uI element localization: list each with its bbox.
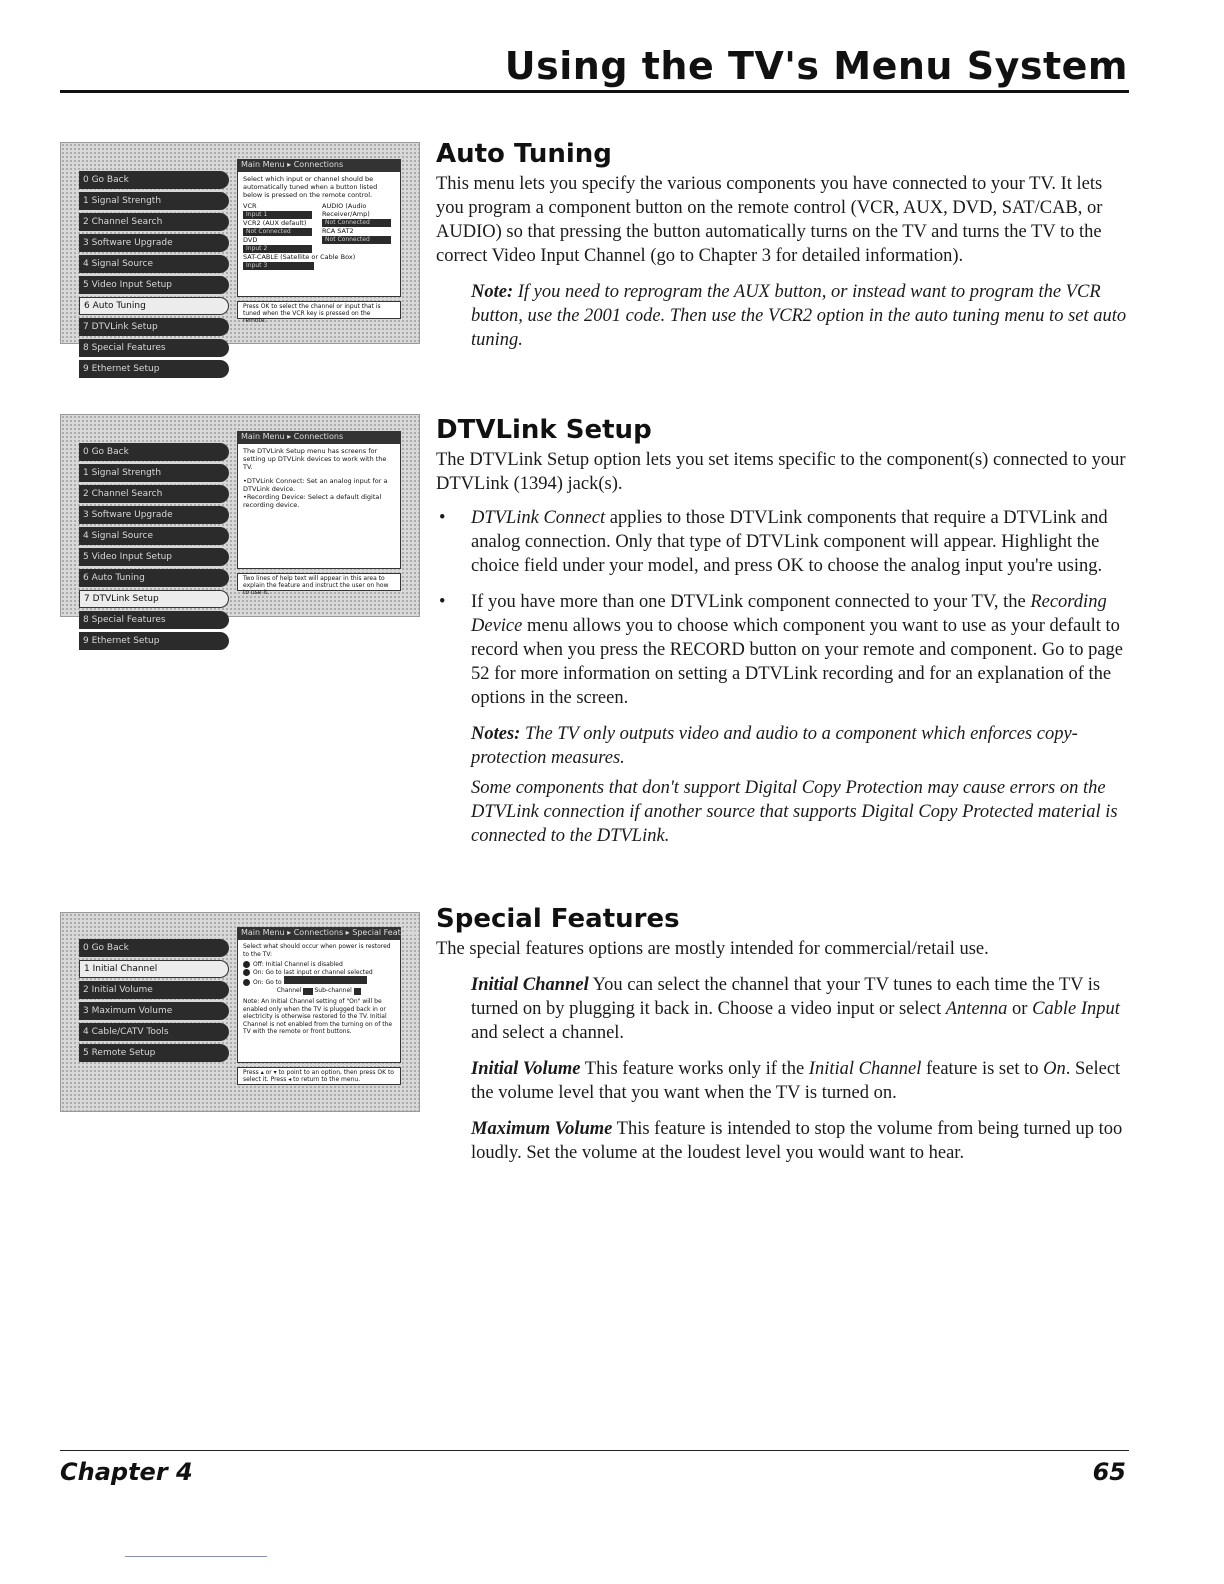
screen-menu-item: 1 Signal Strength — [79, 192, 229, 210]
screen-menu-item: 5 Remote Setup — [79, 1044, 229, 1062]
feature-italic: Antenna — [945, 999, 1008, 1019]
audio-value: Not Connected — [322, 219, 391, 227]
screen-menu-item: 4 Signal Source — [79, 255, 229, 273]
channel-chip — [303, 988, 312, 996]
dvd-value: Input 2 — [243, 245, 312, 253]
auto-tuning-note — [471, 280, 1128, 352]
auto-tuning-body: This menu lets you specify the various components you have connected to your TV. It lets you program a component button on the remote control (VCR, AUX, DVD, SAT/CAB, or AUDIO) so that pressing the button automatically turns on the TV and turns the TV to the correct Video Input Channel (go to Chapter 3 for detailed information). — [436, 174, 1103, 266]
feature-text: feature is set to — [921, 1059, 1044, 1079]
channel-label: Channel — [276, 986, 302, 994]
screen-breadcrumb: Main Menu ▸ Connections ▸ Special Features — [237, 927, 401, 939]
bullet-text: menu allows you to choose which component you want to use as your default to record when you press the RECORD button on your remote and component. Go to page 52 for more information on setting a DTVLink recording and for an explanation of the options in the screen. — [471, 616, 1123, 708]
notes-text: The TV only outputs video and audio to a component which enforces copy-protection measures. — [471, 724, 1078, 768]
screen-menu-item-active: 7 DTVLink Setup — [79, 590, 229, 608]
screen-menu-item: 8 Special Features — [79, 339, 229, 357]
footer-chapter: Chapter 4 — [60, 1458, 193, 1486]
page-header-title: Using the TV's Menu System — [504, 44, 1128, 88]
vcr2-label: VCR2 (AUX default) — [243, 219, 307, 227]
screen-menu-item-active: 6 Auto Tuning — [79, 297, 229, 315]
screen-breadcrumb: Main Menu ▸ Connections — [237, 159, 401, 171]
bullet-pre: If you have more than one DTVLink component connected to your TV, the — [471, 592, 1031, 612]
dtvlink-heading: DTVLink Setup — [436, 415, 652, 445]
rca-value: Not Connected — [322, 236, 391, 244]
panel-intro: Select which input or channel should be automatically tuned when a button listed below is pressed on the remote control. — [243, 175, 378, 199]
footer-page-number: 65 — [1092, 1458, 1126, 1486]
header-rule — [60, 90, 1129, 93]
bullet-term: Recording Device — [471, 592, 1107, 636]
feature-initial-volume — [471, 1057, 1128, 1105]
special-features-screenshot — [60, 912, 420, 1112]
screen-help: Press OK to select the channel or input that is tuned when the VCR key is pressed on the remote. — [237, 301, 401, 319]
auto-tuning-heading: Auto Tuning — [436, 139, 612, 169]
rca-label: RCA SAT2 — [322, 227, 354, 235]
screen-menu-item: 2 Channel Search — [79, 213, 229, 231]
bullet-text: applies to those DTVLink components that require a DTVLink and analog connection. Only that type of DTVLink component will appear. Highlight the choice field under your model, and press OK to choose the analog input you're using. — [471, 508, 1108, 576]
feature-italic: On — [1043, 1059, 1066, 1079]
special-heading: Special Features — [436, 904, 680, 934]
radio-icon — [243, 979, 250, 986]
screen-menu-item: 6 Auto Tuning — [79, 569, 229, 587]
dtvlink-screenshot — [60, 414, 420, 646]
list-item — [436, 506, 1128, 578]
dtvlink-bullets — [436, 506, 1128, 710]
panel-intro: Select what should occur when power is restored to the TV: — [243, 943, 391, 958]
bullet-icon: • — [439, 592, 446, 612]
auto-tuning-screenshot — [60, 142, 420, 374]
feature-italic: Cable Input — [1032, 999, 1120, 1019]
list-item — [436, 590, 1128, 710]
screen-menu-item: 4 Signal Source — [79, 527, 229, 545]
screen-menu-item: 9 Ethernet Setup — [79, 632, 229, 650]
screen-menu-item: 3 Software Upgrade — [79, 506, 229, 524]
vcr-value: Input 1 — [243, 211, 312, 219]
radio-icon — [243, 969, 250, 976]
sub-channel-chip — [354, 988, 362, 996]
feature-term: Maximum Volume — [471, 1119, 613, 1139]
screen-menu-item: 1 Signal Strength — [79, 464, 229, 482]
special-body: The special features options are mostly intended for commercial/retail use. — [436, 939, 989, 959]
sat-label: SAT-CABLE (Satellite or Cable Box) — [243, 253, 356, 261]
panel-line: •DTVLink Connect: Set an analog input for a DTVLink device. — [243, 477, 388, 493]
feature-text: This feature is intended to stop the volume from being turned up too loudly. Set the volume at the loudest level you would want to hear. — [471, 1119, 1123, 1163]
screen-help: Press ▴ or ▾ to point to an option, then press OK to select it. Press ◂ to return to the menu. — [237, 1067, 401, 1085]
note-label: Note: — [471, 282, 514, 302]
feature-text: You can select the channel that your TV tunes to each time the TV is turned on by plugging it back in. Choose a video input or select — [471, 975, 1101, 1019]
screen-menu-item: 0 Go Back — [79, 443, 229, 461]
feature-text: This feature works only if the — [580, 1059, 809, 1079]
auto-tuning-section — [436, 138, 1128, 352]
vcr2-value: Not Connected — [243, 228, 312, 236]
screen-menu-item: 0 Go Back — [79, 171, 229, 189]
screen-menu-item: 2 Initial Volume — [79, 981, 229, 999]
panel-note: Note: An Initial Channel setting of "On" will be enabled only when the TV is plugged back in or electricity is otherwise restored to the TV. Initial Channel is not enabled from the turning on of the TV with the remote or front buttons. — [243, 998, 393, 1035]
dtvlink-body: The DTVLink Setup option lets you set items specific to the component(s) connected to your DTVLink (1394) jack(s). — [436, 450, 1126, 494]
special-features-section — [436, 903, 1128, 1165]
feature-text: or — [1007, 999, 1033, 1019]
sub-channel-label: Sub-channel — [314, 986, 352, 994]
feature-text: . Select the volume level that you want when the TV is turned on. — [471, 1059, 1121, 1103]
screen-menu-item: 4 Cable/CATV Tools — [79, 1023, 229, 1041]
screen-help: Two lines of help text will appear in this area to explain the feature and instruct the user on how to use it. — [237, 573, 401, 591]
screen-menu-item: 5 Video Input Setup — [79, 276, 229, 294]
screen-menu — [79, 443, 229, 653]
option-off: Off: Initial Channel is disabled — [253, 961, 343, 968]
feature-italic: Initial Channel — [808, 1059, 922, 1079]
footer-rule — [60, 1450, 1129, 1451]
screen-menu-item: 9 Ethernet Setup — [79, 360, 229, 378]
feature-text: and select a channel. — [471, 1023, 625, 1043]
notes-label: Notes: — [471, 724, 521, 744]
dtvlink-section — [436, 414, 1128, 848]
screen-panel — [237, 939, 401, 1063]
screen-menu — [79, 939, 229, 1065]
screen-menu-item: 8 Special Features — [79, 611, 229, 629]
vcr-label: VCR — [243, 202, 257, 210]
feature-term: Initial Channel — [471, 975, 589, 995]
panel-intro: The DTVLink Setup menu has screens for setting up DTVLink devices to work with the TV. — [243, 447, 387, 471]
screen-panel — [237, 443, 401, 569]
audio-label: AUDIO (Audio Receiver/Amp) — [322, 202, 370, 218]
dtvlink-notes — [471, 722, 1128, 770]
screen-menu-item: 3 Maximum Volume — [79, 1002, 229, 1020]
screen-menu-item: 0 Go Back — [79, 939, 229, 957]
screen-menu — [79, 171, 229, 381]
feature-initial-channel — [471, 973, 1128, 1045]
screen-menu-item-active: 1 Initial Channel — [79, 960, 229, 978]
dvd-label: DVD — [243, 236, 258, 244]
option-last: On: Go to last input or channel selected — [253, 968, 373, 976]
screen-panel — [237, 171, 401, 297]
option-goto: On: Go to — [253, 979, 282, 986]
panel-line: •Recording Device: Select a default digital recording device. — [243, 493, 382, 509]
dtvlink-notes-2: Some components that don't support Digital Copy Protection may cause errors on the DTVLink connection if another source that supports Digital Copy Protected material is connected to the DTVLink. — [471, 778, 1118, 846]
screen-menu-item: 5 Video Input Setup — [79, 548, 229, 566]
note-text: If you need to reprogram the AUX button, or instead want to program the VCR button, use the 2001 code. Then use the VCR2 option in the auto tuning menu to set auto tuning. — [471, 282, 1127, 350]
bullet-icon: • — [439, 508, 446, 528]
feature-maximum-volume — [471, 1117, 1128, 1165]
bullet-term: DTVLink Connect — [471, 508, 606, 528]
goto-field — [284, 976, 368, 984]
feature-term: Initial Volume — [471, 1059, 581, 1079]
screen-menu-item: 3 Software Upgrade — [79, 234, 229, 252]
screen-menu-item: 2 Channel Search — [79, 485, 229, 503]
screen-menu-item: 7 DTVLink Setup — [79, 318, 229, 336]
screen-breadcrumb: Main Menu ▸ Connections — [237, 431, 401, 443]
sat-value: Input 3 — [243, 262, 314, 270]
scan-artifact-line — [125, 1556, 267, 1557]
radio-icon — [243, 961, 250, 968]
